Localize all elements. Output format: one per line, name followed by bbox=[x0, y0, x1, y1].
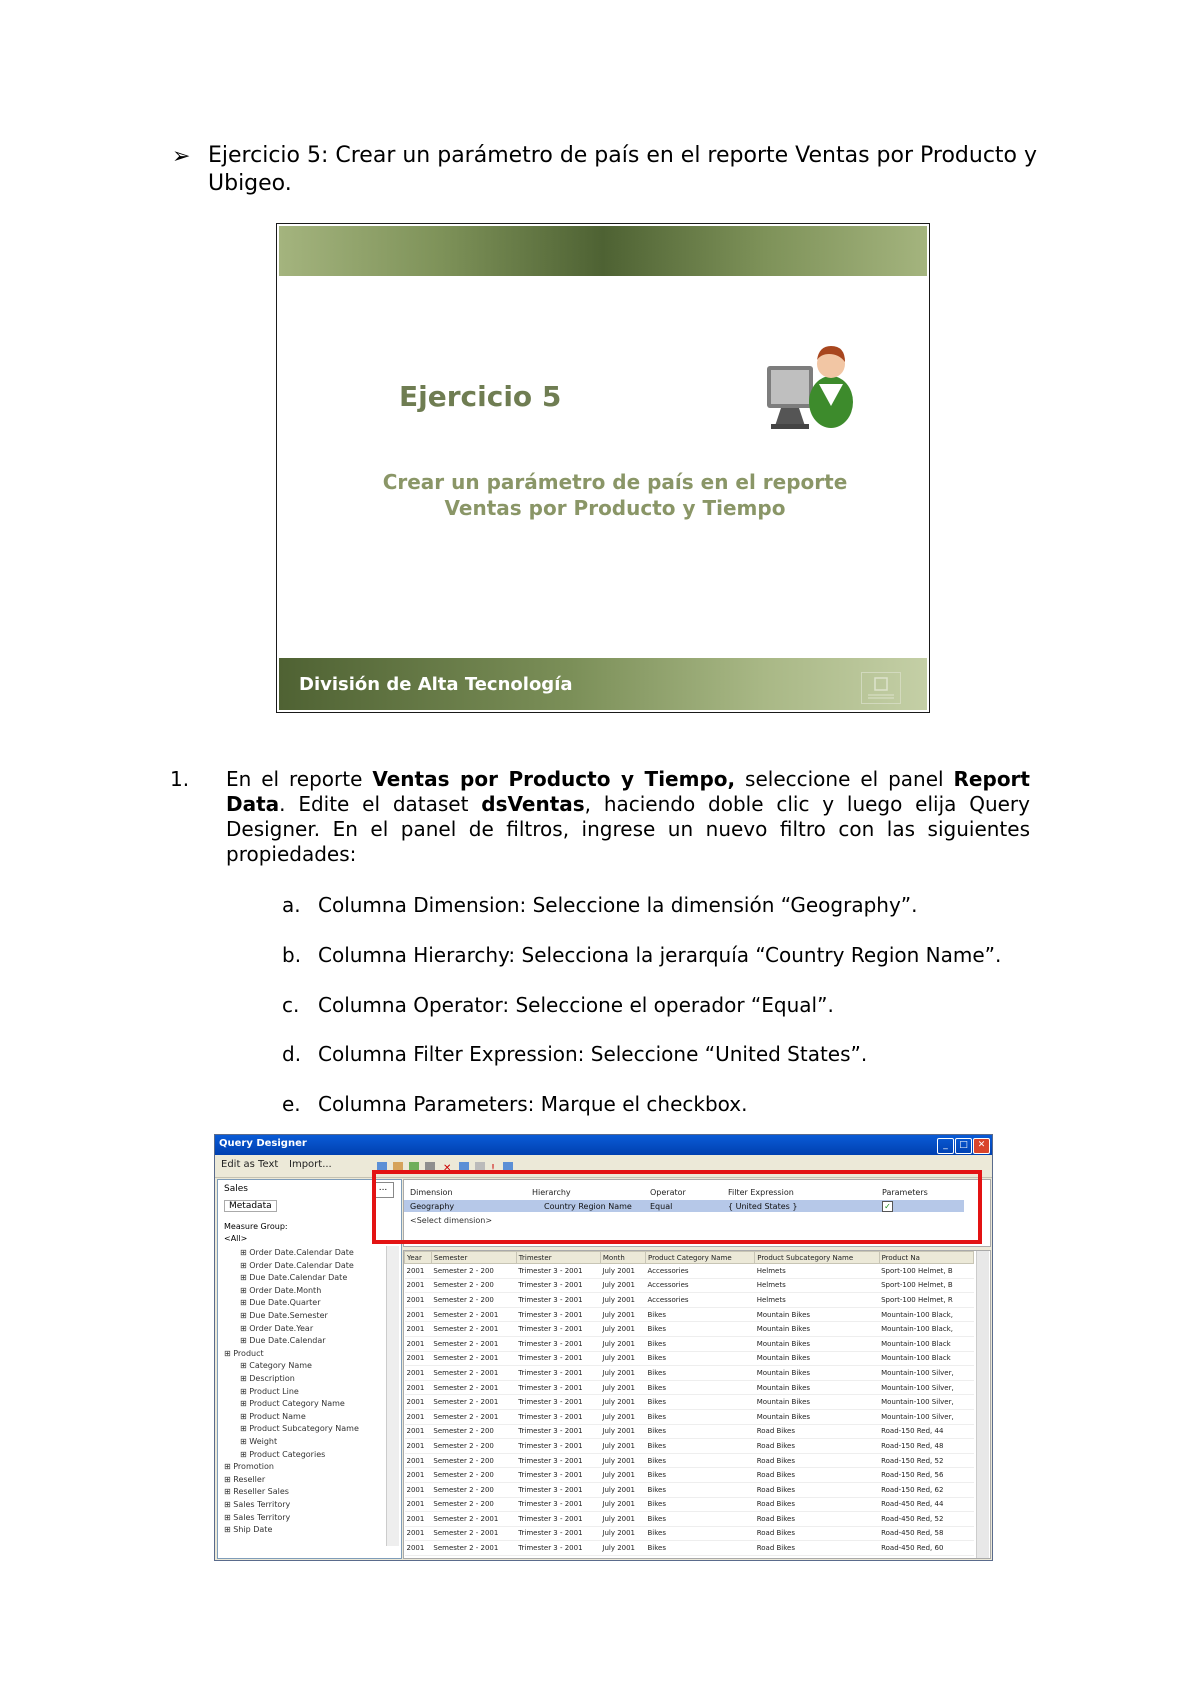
grid-cell: Sport-100 Helmet, B bbox=[879, 1264, 973, 1279]
grid-cell: July 2001 bbox=[600, 1336, 645, 1351]
grid-cell: Bikes bbox=[646, 1497, 755, 1512]
grid-cell: July 2001 bbox=[600, 1409, 645, 1424]
tree-item[interactable]: ⊞ Product Category Name bbox=[240, 1399, 345, 1409]
tree-item[interactable]: ⊞ Due Date.Semester bbox=[240, 1311, 328, 1320]
grid-column-header[interactable]: Product Subcategory Name bbox=[755, 1252, 879, 1264]
grid-cell: Road-150 Red, 56 bbox=[879, 1468, 973, 1483]
grid-cell: Trimester 3 - 2001 bbox=[516, 1439, 600, 1454]
grid-cell: Trimester 3 - 2001 bbox=[516, 1395, 600, 1410]
grid-cell: Accessories bbox=[646, 1278, 755, 1293]
grid-cell: Road-150 Red, 48 bbox=[879, 1439, 973, 1454]
grid-row[interactable] bbox=[405, 1482, 974, 1497]
grid-cell: Road-150 Red, 62 bbox=[879, 1482, 973, 1497]
grid-row[interactable] bbox=[405, 1512, 974, 1527]
grid-cell: Trimester 3 - 2001 bbox=[516, 1351, 600, 1366]
measure-group-select[interactable]: <All> bbox=[224, 1234, 248, 1243]
grid-cell: July 2001 bbox=[600, 1526, 645, 1541]
grid-cell: Semester 2 - 2001 bbox=[431, 1409, 516, 1424]
grid-cell: Trimester 3 - 2001 bbox=[516, 1264, 600, 1279]
grid-cell: Mountain Bikes bbox=[755, 1336, 879, 1351]
grid-cell: Bikes bbox=[646, 1526, 755, 1541]
text-segment: seleccione el panel bbox=[735, 767, 954, 791]
tree-item[interactable]: ⊞ Reseller bbox=[224, 1474, 266, 1484]
edit-as-text-button[interactable]: Edit as Text bbox=[221, 1159, 279, 1170]
filter-header-expression: Filter Expression bbox=[728, 1188, 794, 1197]
grid-column-header[interactable]: Semester bbox=[431, 1252, 516, 1264]
grid-cell: Road Bikes bbox=[755, 1468, 879, 1483]
grid-cell: Trimester 3 - 2001 bbox=[516, 1526, 600, 1541]
subitem-text: Columna Hierarchy: Selecciona la jerarquía “Country Region Name”. bbox=[318, 943, 1002, 967]
grid-row[interactable] bbox=[405, 1497, 974, 1512]
filter-header-dimension: Dimension bbox=[410, 1188, 453, 1197]
grid-cell: Road Bikes bbox=[755, 1526, 879, 1541]
instruction-paragraph bbox=[226, 767, 1030, 867]
grid-cell: Semester 2 - 200 bbox=[431, 1453, 516, 1468]
grid-cell: Semester 2 - 2001 bbox=[431, 1512, 516, 1527]
grid-cell: Bikes bbox=[646, 1366, 755, 1381]
grid-cell: Helmets bbox=[755, 1278, 879, 1293]
subitem-text: Columna Filter Expression: Seleccione “United States”. bbox=[318, 1042, 868, 1066]
grid-cell: 2001 bbox=[405, 1453, 432, 1468]
grid-header-row bbox=[405, 1252, 974, 1264]
grid-cell: Bikes bbox=[646, 1439, 755, 1454]
grid-row[interactable] bbox=[405, 1366, 974, 1381]
grid-cell: Mountain Bikes bbox=[755, 1409, 879, 1424]
grid-cell: Sport-100 Helmet, R bbox=[879, 1293, 973, 1308]
grid-cell: Mountain-100 Silver, bbox=[879, 1395, 973, 1410]
highlight-box bbox=[372, 1170, 982, 1244]
grid-cell: Mountain Bikes bbox=[755, 1366, 879, 1381]
grid-cell: Mountain Bikes bbox=[755, 1307, 879, 1322]
filter-header-operator: Operator bbox=[650, 1188, 686, 1197]
grid-cell: July 2001 bbox=[600, 1453, 645, 1468]
grid-cell: Semester 2 - 200 bbox=[431, 1293, 516, 1308]
tree-item[interactable]: ⊞ Promotion bbox=[224, 1462, 274, 1472]
subitem-label: d. bbox=[282, 1042, 302, 1066]
grid-cell: July 2001 bbox=[600, 1468, 645, 1483]
bullet-arrow-icon: ➢ bbox=[172, 144, 191, 169]
grid-cell: 2001 bbox=[405, 1380, 432, 1395]
grid-cell: 2001 bbox=[405, 1366, 432, 1381]
grid-column-header[interactable]: Year bbox=[405, 1252, 432, 1264]
grid-cell: Trimester 3 - 2001 bbox=[516, 1380, 600, 1395]
grid-cell: Road-450 Red, 44 bbox=[879, 1497, 973, 1512]
grid-cell: July 2001 bbox=[600, 1351, 645, 1366]
window-title: Query Designer bbox=[219, 1138, 307, 1149]
grid-cell: July 2001 bbox=[600, 1512, 645, 1527]
grid-cell: Trimester 3 - 2001 bbox=[516, 1293, 600, 1308]
grid-cell: Trimester 3 - 2001 bbox=[516, 1468, 600, 1483]
grid-cell: July 2001 bbox=[600, 1366, 645, 1381]
exercise-heading: Ejercicio 5: Crear un parámetro de país en el reporte Ventas por Producto y Ubigeo. bbox=[208, 143, 1038, 196]
grid-cell: Semester 2 - 2001 bbox=[431, 1322, 516, 1337]
minimize-button[interactable]: _ bbox=[937, 1138, 954, 1154]
grid-cell: Bikes bbox=[646, 1512, 755, 1527]
tree-item[interactable]: ⊞ Product bbox=[224, 1348, 264, 1358]
grid-row[interactable] bbox=[405, 1336, 974, 1351]
tree-item[interactable]: ⊞ Product Subcategory Name bbox=[240, 1424, 359, 1434]
person-at-computer-icon bbox=[759, 336, 859, 436]
subitem-label: b. bbox=[282, 943, 302, 967]
grid-cell: Mountain-100 Black bbox=[879, 1351, 973, 1366]
panel-name: Report Data bbox=[226, 767, 1030, 816]
grid-cell: Bikes bbox=[646, 1409, 755, 1424]
grid-cell: Trimester 3 - 2001 bbox=[516, 1366, 600, 1381]
grid-cell: July 2001 bbox=[600, 1497, 645, 1512]
grid-cell: 2001 bbox=[405, 1439, 432, 1454]
grid-cell: 2001 bbox=[405, 1512, 432, 1527]
grid-cell: July 2001 bbox=[600, 1380, 645, 1395]
tree-item[interactable]: ⊞ Order Date.Month bbox=[240, 1285, 322, 1295]
slide-subtitle-line2: Ventas por Producto y Tiempo bbox=[444, 496, 786, 520]
grid-row[interactable] bbox=[405, 1380, 974, 1395]
grid-cell: Road-450 Red, 52 bbox=[879, 1512, 973, 1527]
grid-cell: Trimester 3 - 2001 bbox=[516, 1512, 600, 1527]
results-table bbox=[404, 1251, 974, 1556]
svg-text:✕: ✕ bbox=[443, 1163, 452, 1174]
slide-subtitle-line1: Crear un parámetro de país en el reporte bbox=[382, 470, 848, 494]
text-segment: , haciendo doble clic y luego elija Query Designer. En el panel de filtros, ingrese un nuevo filtro con las siguientes propiedades: bbox=[226, 792, 1030, 866]
tree-item[interactable]: ⊞ Order Date.Year bbox=[240, 1323, 314, 1333]
tree-item[interactable]: ⊞ Due Date.Calendar Date bbox=[240, 1273, 348, 1283]
grid-cell: Semester 2 - 2001 bbox=[431, 1336, 516, 1351]
grid-row[interactable] bbox=[405, 1541, 974, 1556]
grid-cell: July 2001 bbox=[600, 1264, 645, 1279]
grid-cell: 2001 bbox=[405, 1395, 432, 1410]
grid-row[interactable] bbox=[405, 1526, 974, 1541]
grid-cell: 2001 bbox=[405, 1541, 432, 1556]
tree-item[interactable]: ⊞ Order Date.Calendar Date bbox=[240, 1248, 354, 1257]
grid-cell: Semester 2 - 200 bbox=[431, 1278, 516, 1293]
select-dimension-row[interactable]: <Select dimension> bbox=[410, 1216, 493, 1225]
tree-item[interactable]: ⊞ Product Line bbox=[240, 1386, 299, 1396]
tree-item[interactable]: ⊞ Sales Territory bbox=[224, 1500, 291, 1509]
grid-cell: Trimester 3 - 2001 bbox=[516, 1322, 600, 1337]
filter-expression-cell[interactable]: { United States } bbox=[728, 1202, 798, 1211]
grid-cell: July 2001 bbox=[600, 1541, 645, 1556]
grid-cell: Bikes bbox=[646, 1468, 755, 1483]
metadata-tab[interactable]: Metadata bbox=[224, 1200, 277, 1212]
grid-cell: Mountain-100 Black bbox=[879, 1336, 973, 1351]
grid-cell: Trimester 3 - 2001 bbox=[516, 1424, 600, 1439]
filter-hierarchy-cell[interactable]: Country Region Name bbox=[544, 1202, 632, 1211]
results-grid bbox=[403, 1250, 991, 1559]
grid-cell: 2001 bbox=[405, 1468, 432, 1483]
grid-row[interactable] bbox=[405, 1395, 974, 1410]
grid-cell: Bikes bbox=[646, 1424, 755, 1439]
tree-scrollbar[interactable] bbox=[386, 1246, 399, 1546]
grid-cell: Trimester 3 - 2001 bbox=[516, 1453, 600, 1468]
grid-cell: Road Bikes bbox=[755, 1424, 879, 1439]
grid-cell: Mountain-100 Silver, bbox=[879, 1380, 973, 1395]
grid-cell: Trimester 3 - 2001 bbox=[516, 1409, 600, 1424]
grid-row[interactable] bbox=[405, 1351, 974, 1366]
cube-name[interactable]: Sales bbox=[224, 1184, 248, 1194]
grid-cell: Bikes bbox=[646, 1453, 755, 1468]
grid-cell: Bikes bbox=[646, 1380, 755, 1395]
grid-cell: 2001 bbox=[405, 1307, 432, 1322]
grid-cell: Semester 2 - 200 bbox=[431, 1424, 516, 1439]
grid-cell: July 2001 bbox=[600, 1424, 645, 1439]
grid-cell: Road Bikes bbox=[755, 1439, 879, 1454]
grid-row[interactable] bbox=[405, 1307, 974, 1322]
grid-cell: Road-450 Red, 60 bbox=[879, 1541, 973, 1556]
grid-body bbox=[405, 1264, 974, 1556]
grid-column-header[interactable]: Month bbox=[600, 1252, 645, 1264]
grid-cell: Mountain-100 Silver, bbox=[879, 1409, 973, 1424]
grid-cell: Bikes bbox=[646, 1351, 755, 1366]
grid-cell: Bikes bbox=[646, 1395, 755, 1410]
maximize-button[interactable]: □ bbox=[955, 1138, 972, 1154]
grid-cell: 2001 bbox=[405, 1278, 432, 1293]
grid-cell: Trimester 3 - 2001 bbox=[516, 1336, 600, 1351]
grid-cell: Helmets bbox=[755, 1293, 879, 1308]
subitem-text: Columna Parameters: Marque el checkbox. bbox=[318, 1092, 748, 1116]
parameters-checkbox[interactable]: ✓ bbox=[882, 1201, 893, 1212]
grid-cell: Mountain-100 Silver, bbox=[879, 1366, 973, 1381]
grid-cell: July 2001 bbox=[600, 1439, 645, 1454]
grid-cell: Accessories bbox=[646, 1293, 755, 1308]
report-name: Ventas por Producto y Tiempo, bbox=[372, 767, 736, 791]
grid-cell: July 2001 bbox=[600, 1307, 645, 1322]
measure-group-label: Measure Group: bbox=[224, 1222, 288, 1231]
grid-cell: Semester 2 - 200 bbox=[431, 1497, 516, 1512]
grid-cell: Accessories bbox=[646, 1264, 755, 1279]
grid-cell: July 2001 bbox=[600, 1482, 645, 1497]
grid-cell: 2001 bbox=[405, 1336, 432, 1351]
tree-item[interactable]: ⊞ Sales Territory bbox=[224, 1512, 291, 1522]
slide-top-band bbox=[279, 226, 927, 276]
metadata-tree bbox=[218, 1248, 386, 1548]
grid-cell: 2001 bbox=[405, 1526, 432, 1541]
institution-logo-icon bbox=[861, 672, 901, 704]
grid-cell: Trimester 3 - 2001 bbox=[516, 1541, 600, 1556]
title-bar bbox=[215, 1135, 992, 1155]
grid-cell: July 2001 bbox=[600, 1395, 645, 1410]
grid-row[interactable] bbox=[405, 1453, 974, 1468]
grid-cell: Sport-100 Helmet, B bbox=[879, 1278, 973, 1293]
grid-cell: Road-150 Red, 44 bbox=[879, 1424, 973, 1439]
grid-cell: Semester 2 - 2001 bbox=[431, 1351, 516, 1366]
tree-item[interactable]: ⊞ Weight bbox=[240, 1437, 278, 1446]
grid-cell: Road Bikes bbox=[755, 1541, 879, 1556]
grid-cell: Bikes bbox=[646, 1482, 755, 1497]
grid-cell: Semester 2 - 200 bbox=[431, 1468, 516, 1483]
filter-operator-cell[interactable]: Equal bbox=[650, 1202, 673, 1211]
subitem-label: a. bbox=[282, 893, 301, 917]
grid-cell: Road Bikes bbox=[755, 1453, 879, 1468]
subitem-label: e. bbox=[282, 1092, 301, 1116]
tree-item[interactable]: ⊞ Category Name bbox=[240, 1361, 312, 1371]
grid-cell: Semester 2 - 2001 bbox=[431, 1395, 516, 1410]
exercise-slide bbox=[276, 223, 930, 713]
grid-cell: Road Bikes bbox=[755, 1512, 879, 1527]
tree-item[interactable]: ⊞ Product Categories bbox=[240, 1449, 326, 1459]
text-segment: . Edite el dataset bbox=[279, 792, 482, 816]
svg-text:!: ! bbox=[491, 1163, 496, 1174]
grid-row[interactable] bbox=[405, 1424, 974, 1439]
subitem-label: c. bbox=[282, 993, 300, 1017]
grid-row[interactable] bbox=[405, 1409, 974, 1424]
grid-column-header[interactable]: Product Category Name bbox=[646, 1252, 755, 1264]
grid-row[interactable] bbox=[405, 1264, 974, 1279]
subitem-text: Columna Operator: Seleccione el operador “Equal”. bbox=[318, 993, 834, 1017]
grid-cell: Mountain Bikes bbox=[755, 1322, 879, 1337]
grid-cell: Semester 2 - 200 bbox=[431, 1264, 516, 1279]
grid-cell: Road Bikes bbox=[755, 1482, 879, 1497]
grid-cell: Trimester 3 - 2001 bbox=[516, 1497, 600, 1512]
grid-scrollbar[interactable] bbox=[976, 1251, 989, 1558]
query-designer-window bbox=[214, 1134, 993, 1561]
grid-cell: Bikes bbox=[646, 1541, 755, 1556]
tree-item[interactable]: ⊞ Due Date.Quarter bbox=[240, 1298, 321, 1308]
grid-cell: Semester 2 - 2001 bbox=[431, 1541, 516, 1556]
filter-header-hierarchy: Hierarchy bbox=[532, 1188, 571, 1197]
close-button[interactable]: ✕ bbox=[973, 1138, 990, 1154]
grid-cell: Trimester 3 - 2001 bbox=[516, 1307, 600, 1322]
import-button[interactable]: Import... bbox=[289, 1159, 332, 1170]
grid-cell: 2001 bbox=[405, 1497, 432, 1512]
grid-cell: Bikes bbox=[646, 1336, 755, 1351]
item-number: 1. bbox=[170, 767, 190, 791]
grid-cell: 2001 bbox=[405, 1322, 432, 1337]
grid-row[interactable] bbox=[405, 1293, 974, 1308]
grid-cell: 2001 bbox=[405, 1482, 432, 1497]
slide-title: Ejercicio 5 bbox=[399, 380, 562, 413]
grid-row[interactable] bbox=[405, 1439, 974, 1454]
grid-cell: July 2001 bbox=[600, 1322, 645, 1337]
slide-footer: División de Alta Tecnología bbox=[299, 674, 573, 695]
grid-cell: Semester 2 - 2001 bbox=[431, 1366, 516, 1381]
dataset-name: dsVentas bbox=[481, 792, 585, 816]
grid-cell: Mountain-100 Black, bbox=[879, 1322, 973, 1337]
grid-row[interactable] bbox=[405, 1468, 974, 1483]
grid-cell: Semester 2 - 2001 bbox=[431, 1526, 516, 1541]
filter-header-parameters: Parameters bbox=[882, 1188, 928, 1197]
grid-cell: 2001 bbox=[405, 1264, 432, 1279]
subitem-text: Columna Dimension: Seleccione la dimensión “Geography”. bbox=[318, 893, 918, 917]
grid-cell: Mountain Bikes bbox=[755, 1395, 879, 1410]
grid-column-header[interactable]: Product Na bbox=[879, 1252, 973, 1264]
grid-cell: Semester 2 - 200 bbox=[431, 1439, 516, 1454]
text-segment: En el reporte bbox=[226, 767, 373, 791]
grid-cell: Mountain Bikes bbox=[755, 1380, 879, 1395]
tree-item[interactable]: ⊞ Due Date.Calendar bbox=[240, 1336, 326, 1346]
grid-row[interactable] bbox=[405, 1278, 974, 1293]
grid-cell: Trimester 3 - 2001 bbox=[516, 1278, 600, 1293]
grid-cell: 2001 bbox=[405, 1409, 432, 1424]
tree-item[interactable]: ⊞ Ship Date bbox=[224, 1525, 273, 1535]
grid-column-header[interactable]: Trimester bbox=[516, 1252, 600, 1264]
tree-item[interactable]: ⊞ Product Name bbox=[240, 1411, 306, 1421]
grid-cell: Helmets bbox=[755, 1264, 879, 1279]
grid-cell: 2001 bbox=[405, 1351, 432, 1366]
grid-cell: Trimester 3 - 2001 bbox=[516, 1482, 600, 1497]
tree-item[interactable]: ⊞ Description bbox=[240, 1374, 295, 1383]
grid-cell: Road-450 Red, 58 bbox=[879, 1526, 973, 1541]
filter-dimension-cell[interactable]: Geography bbox=[410, 1202, 455, 1211]
grid-cell: Mountain Bikes bbox=[755, 1351, 879, 1366]
grid-cell: Road-150 Red, 52 bbox=[879, 1453, 973, 1468]
grid-cell: 2001 bbox=[405, 1293, 432, 1308]
grid-cell: Semester 2 - 2001 bbox=[431, 1307, 516, 1322]
grid-cell: Bikes bbox=[646, 1307, 755, 1322]
tree-item[interactable]: ⊞ Order Date.Calendar Date bbox=[240, 1260, 354, 1270]
grid-cell: Mountain-100 Black, bbox=[879, 1307, 973, 1322]
grid-cell: Road Bikes bbox=[755, 1497, 879, 1512]
tree-item[interactable]: ⊞ Reseller Sales bbox=[224, 1487, 289, 1497]
grid-cell: July 2001 bbox=[600, 1278, 645, 1293]
grid-cell: July 2001 bbox=[600, 1293, 645, 1308]
grid-cell: 2001 bbox=[405, 1424, 432, 1439]
grid-cell: Semester 2 - 200 bbox=[431, 1482, 516, 1497]
grid-cell: Semester 2 - 2001 bbox=[431, 1380, 516, 1395]
cube-browse-button[interactable]: ... bbox=[372, 1182, 394, 1198]
grid-cell: Bikes bbox=[646, 1322, 755, 1337]
grid-row[interactable] bbox=[405, 1322, 974, 1337]
